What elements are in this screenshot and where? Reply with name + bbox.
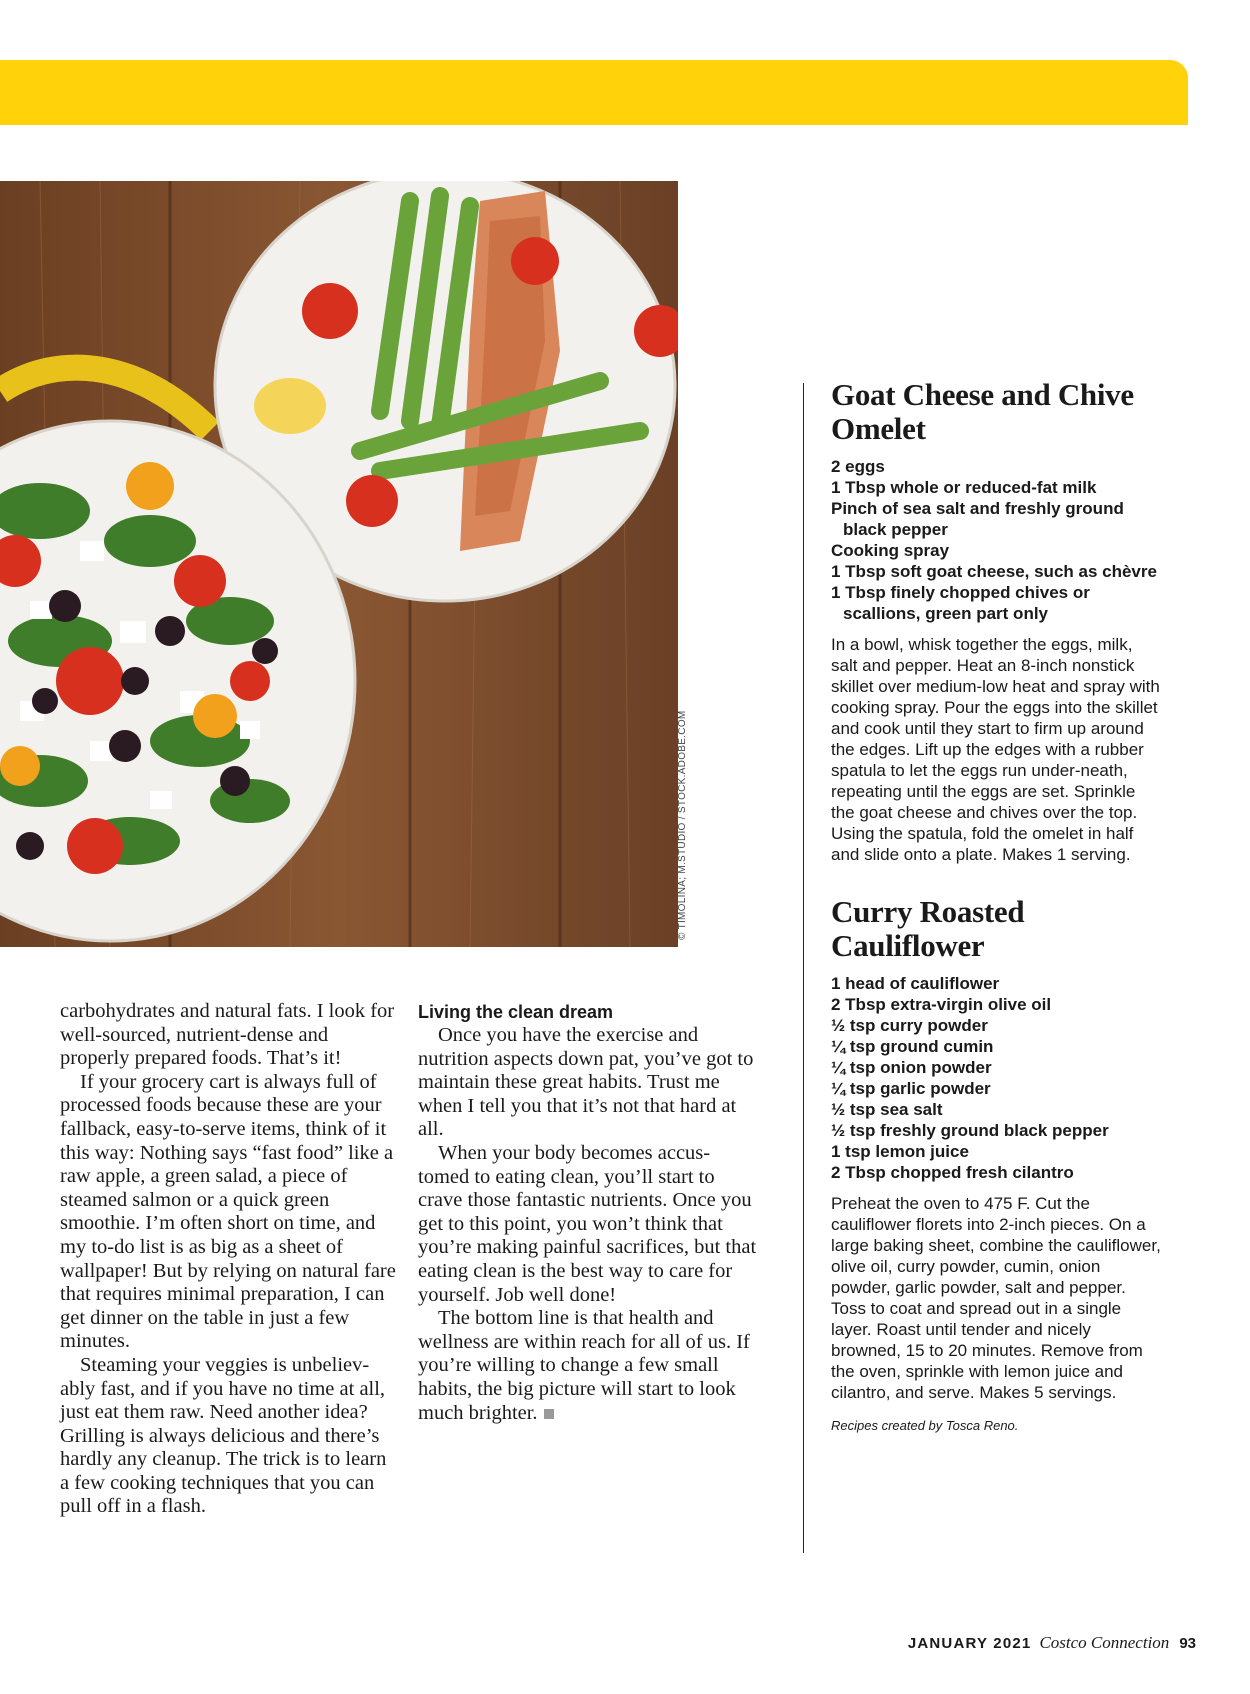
recipe-omelet [831, 378, 1161, 865]
article-paragraph: carbohydrates and natural fats. I look for well-sourced, nutrient-dense and properly prepared foods. That’s it! [60, 1000, 395, 1070]
yellow-header-bar [0, 60, 1188, 125]
ingredient: ½ tsp sea salt [831, 1100, 943, 1119]
end-mark [544, 1409, 554, 1419]
food-photo [0, 181, 678, 947]
article-paragraph-text: The bottom line is that health and wellness are within reach for all of us. If you’re willing to change a few small habits, the big picture will start to look much brighter. [418, 1307, 750, 1424]
recipe-title: Curry Roasted Cauliflower [831, 894, 1025, 963]
ingredient: Cooking spray [831, 541, 950, 560]
article-column-left [60, 1000, 400, 1519]
page-footer [908, 1633, 1196, 1653]
recipe-cauliflower [831, 895, 1161, 1403]
ingredient: 2 eggs [831, 457, 885, 476]
ingredient: 1 head of cauliflower [831, 974, 1000, 993]
ingredient: ¼ tsp garlic powder [831, 1079, 991, 1098]
ingredient: ½ tsp freshly ground black pepper [831, 1121, 1109, 1140]
issue-date: JANUARY 2021 [907, 1635, 1032, 1652]
article-column-middle [418, 1000, 758, 1425]
ingredient: ½ tsp curry powder [831, 1016, 988, 1035]
article-paragraph: Steaming your veggies is unbeliev-ably fast, and if you have no time at all, just eat them raw. Need another idea? Grilling is always delicious and there’s hardly any cleanup. The trick is to learn a few cooking techniques that you can pull off in a flash. [60, 1353, 387, 1518]
recipe-method: Preheat the oven to 475 F. Cut the cauliflower florets into 2-inch pieces. On a large baking sheet, combine the cauliflower, olive oil, curry powder, cumin, onion powder, garlic powder, salt and pepper. Toss to coat and spread out in a single layer. Roast until tender and nicely browned, 15 to 20 minutes. Remove from the oven, sprinkle with lemon juice and cilantro, and serve. Makes 5 servings. [831, 1194, 1161, 1402]
ingredient: 2 Tbsp chopped fresh cilantro [831, 1163, 1074, 1182]
magazine-name: Costco Connection [1039, 1633, 1170, 1652]
ingredient: Pinch of sea salt and freshly ground black pepper [831, 499, 1124, 539]
article-paragraph [418, 1307, 758, 1425]
ingredient: ¼ tsp onion powder [831, 1058, 992, 1077]
article-paragraph: If your grocery cart is always full of processed foods because these are your fallback, easy-to-serve items, think of it this way: Nothing says “fast food” like a raw apple, a green salad, a piece of steamed salmon or a quick green smoothie. I’m often short on time, and my to-do list is as big as a sheet of wallpaper! But by relying on natural fare that requires minimal preparation, I can get dinner on the table in just a few minutes. [60, 1070, 396, 1353]
recipe-credit: Recipes created by Tosca Reno. [831, 1418, 1019, 1433]
recipe-method: In a bowl, whisk together the eggs, milk, salt and pepper. Heat an 8-inch nonstick skillet over medium-low heat and spray with cooking spray. Pour the eggs into the skillet and cook until they start to firm up around the edges. Lift up the edges with a rubber spatula to let the eggs run under-neath, repeating until the eggs are set. Sprinkle the goat cheese and chives over the top. Using the spatula, fold the omelet in half and slide onto a plate. Makes 1 serving. [831, 635, 1160, 864]
photo-credit: © TIMOLINA; M.STUDIO / STOCK.ADOBE.COM [677, 710, 688, 940]
article-paragraph: Once you have the exercise and nutrition aspects down pat, you’ve got to maintain these great habits. Trust me when I tell you that it’s not that hard at all. [418, 1024, 754, 1141]
page-number: 93 [1179, 1635, 1196, 1652]
ingredient: 2 Tbsp extra-virgin olive oil [831, 995, 1052, 1014]
recipe-title: Goat Cheese and Chive Omelet [831, 377, 1134, 446]
ingredient: ¼ tsp ground cumin [831, 1037, 994, 1056]
recipe-sidebar [831, 378, 1161, 1433]
ingredient: 1 Tbsp whole or reduced-fat milk [831, 478, 1097, 497]
section-heading: Living the clean dream [418, 1002, 614, 1022]
recipe-divider-rule [803, 383, 804, 1553]
ingredient: 1 Tbsp soft goat cheese, such as chèvre [831, 562, 1157, 581]
ingredient: 1 tsp lemon juice [831, 1142, 969, 1161]
article-paragraph: When your body becomes accus-tomed to eating clean, you’ll start to crave those fantastic nutrients. Once you get to this point, you won’t think that you’re making painful sacrifices, but that eating clean is the best way to care for yourself. Job well done! [418, 1141, 757, 1306]
ingredient: 1 Tbsp finely chopped chives or scallions, green part only [831, 583, 1090, 623]
